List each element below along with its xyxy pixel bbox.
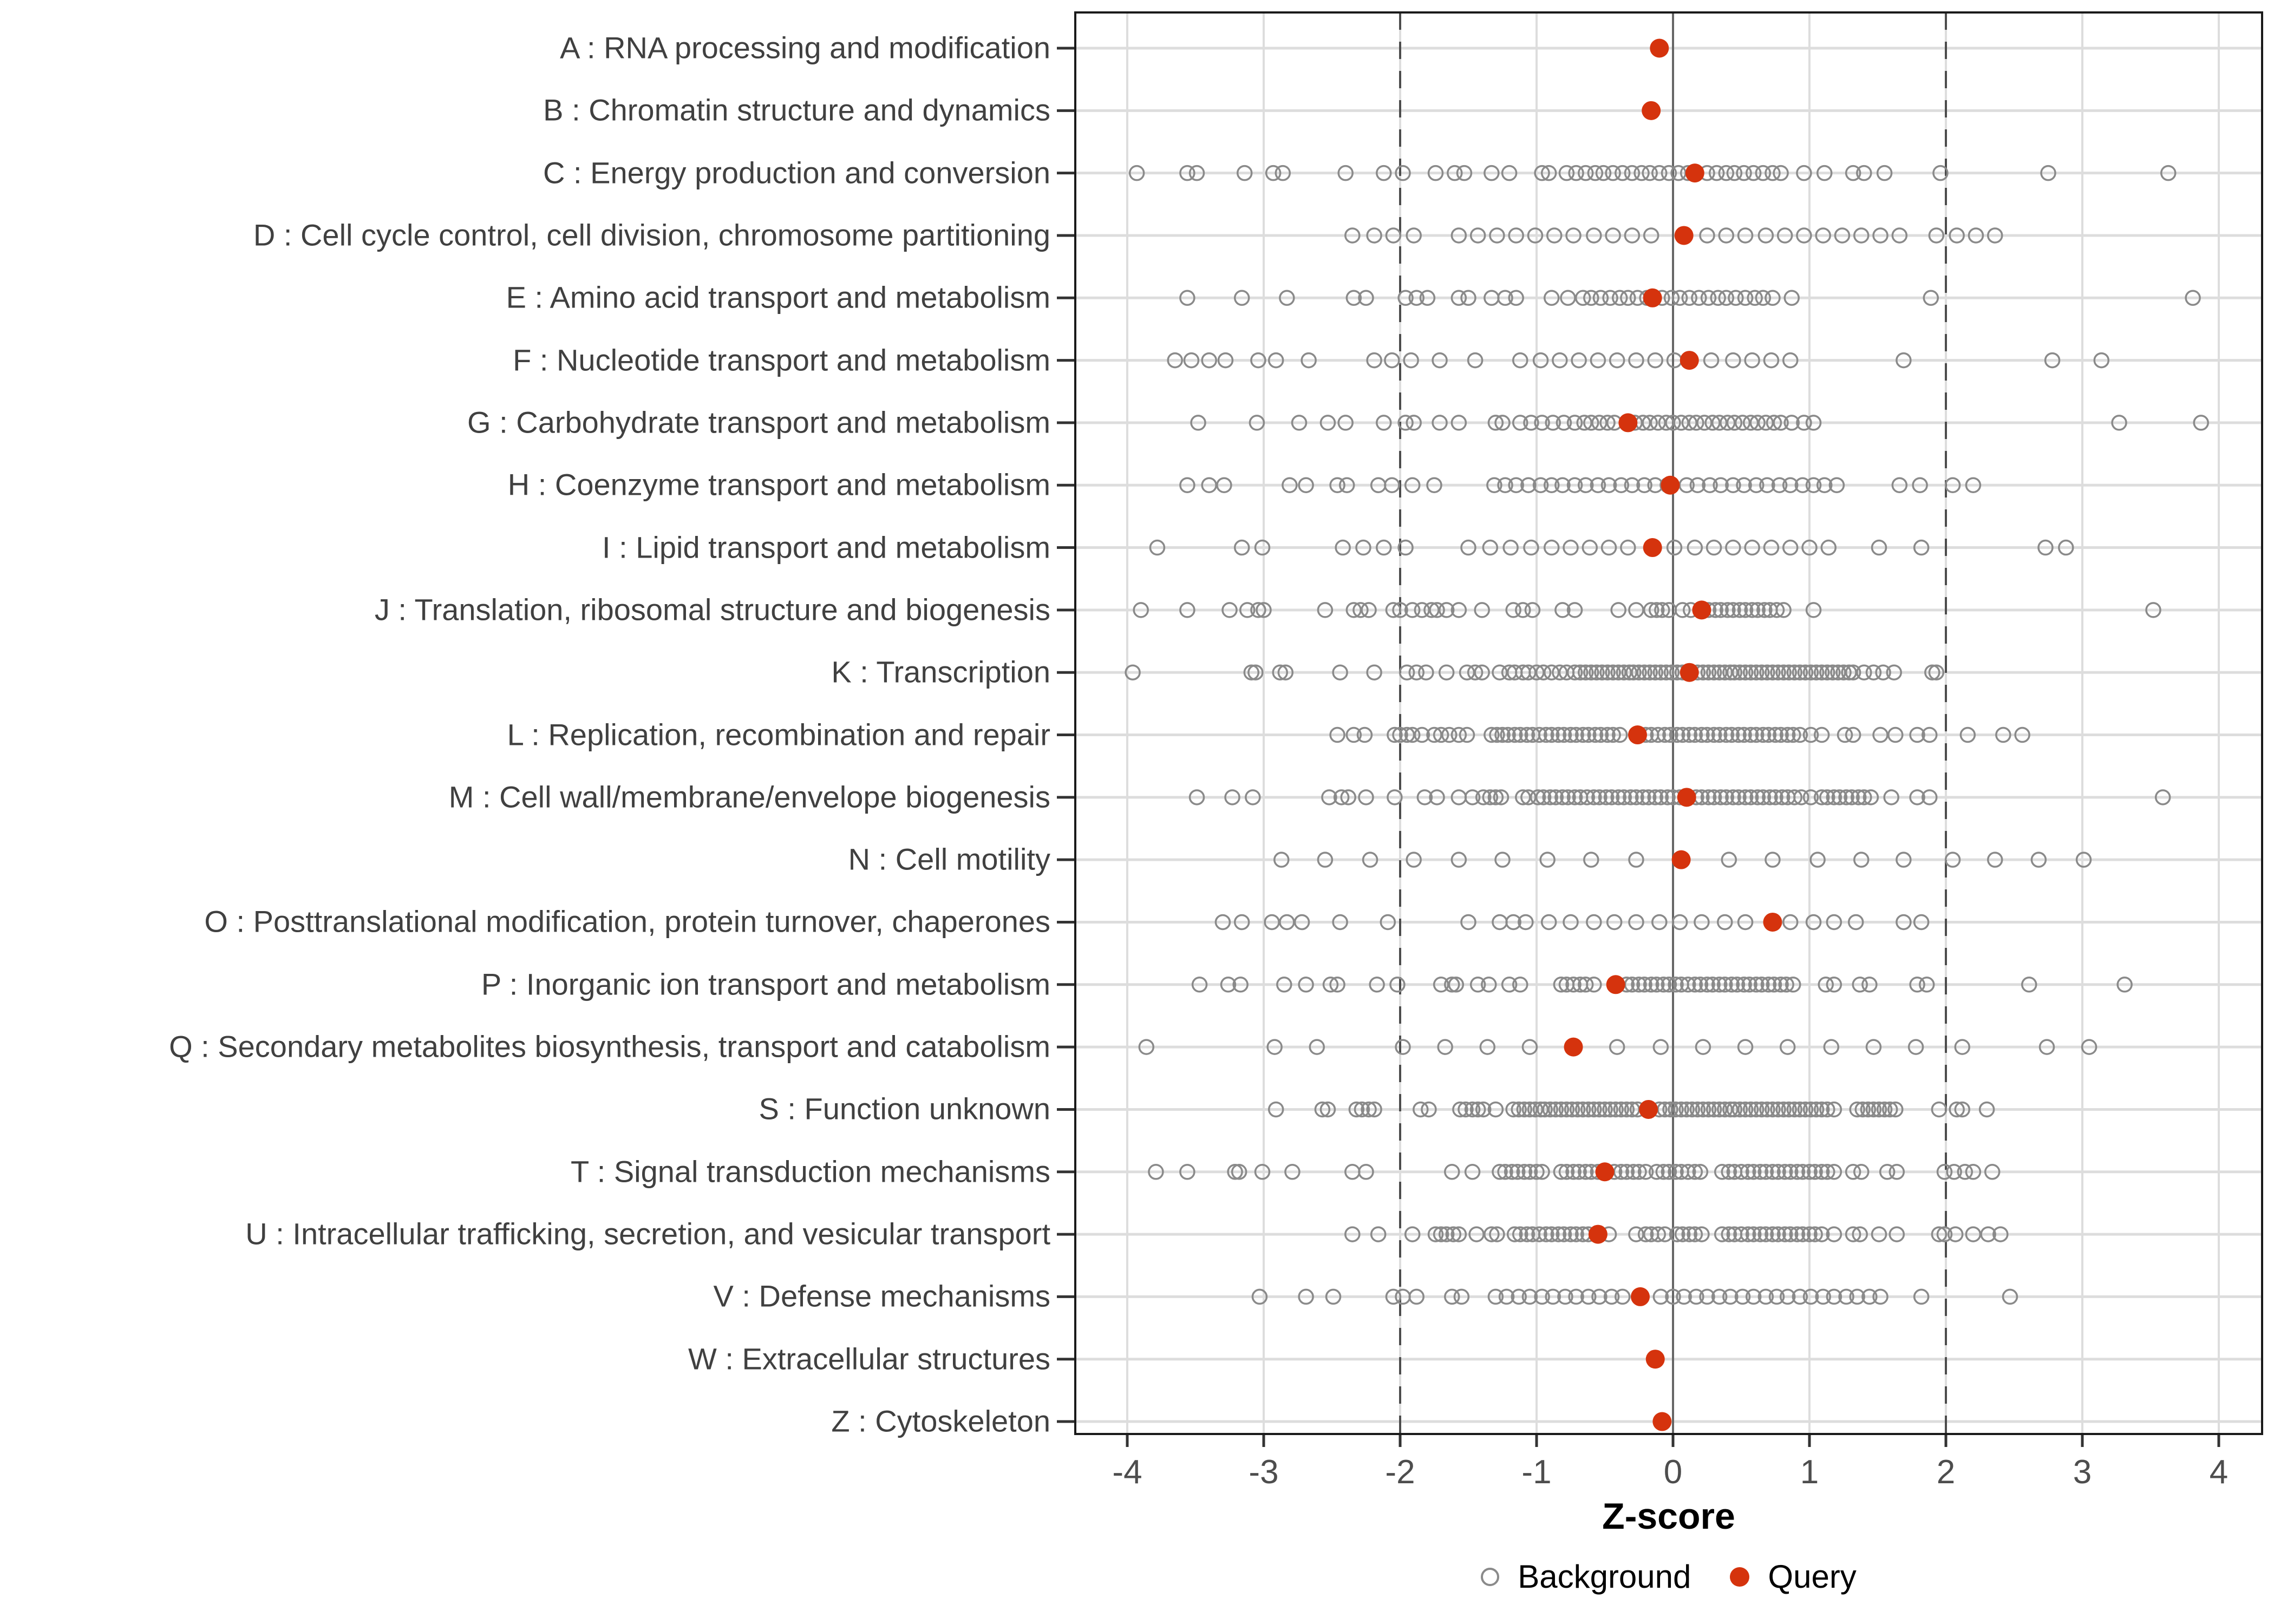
x-tick-label: -2 <box>1385 1453 1415 1491</box>
category-label-E: E : Amino acid transport and metabolism <box>506 280 1050 315</box>
category-label-I: I : Lipid transport and metabolism <box>602 530 1050 565</box>
query-point <box>1672 850 1691 869</box>
query-point <box>1631 1287 1650 1306</box>
query-point <box>1564 1038 1583 1057</box>
category-label-L: L : Replication, recombination and repair <box>507 717 1050 752</box>
query-point <box>1677 788 1696 807</box>
category-label-N: N : Cell motility <box>848 842 1050 876</box>
category-label-Z: Z : Cytoskeleton <box>831 1404 1050 1438</box>
query-point <box>1642 101 1661 120</box>
category-label-P: P : Inorganic ion transport and metabolism <box>481 967 1050 1001</box>
category-label-Q: Q : Secondary metabolites biosynthesis, transport and catabolism <box>169 1029 1050 1064</box>
filled-dot-icon <box>1730 1567 1749 1587</box>
query-point <box>1643 538 1662 557</box>
category-label-D: D : Cell cycle control, cell division, chromosome partitioning <box>253 218 1050 252</box>
query-point <box>1628 725 1647 744</box>
legend-item-query <box>1730 1558 1856 1595</box>
legend <box>1075 1558 2262 1595</box>
legend-label-background: Background <box>1518 1558 1691 1595</box>
category-label-H: H : Coenzyme transport and metabolism <box>507 467 1050 502</box>
query-point <box>1652 1412 1671 1431</box>
x-tick-label: 0 <box>1663 1453 1683 1491</box>
category-label-A: A : RNA processing and modification <box>560 30 1050 65</box>
query-point <box>1680 351 1699 370</box>
query-point <box>1606 975 1625 994</box>
query-point <box>1692 600 1711 619</box>
x-tick-label: -4 <box>1112 1453 1142 1491</box>
x-tick-label: 4 <box>2209 1453 2229 1491</box>
x-tick-label: 3 <box>2073 1453 2092 1491</box>
category-label-C: C : Energy production and conversion <box>543 155 1050 190</box>
x-tick-label: -1 <box>1521 1453 1552 1491</box>
x-axis-title: Z-score <box>1602 1496 1735 1537</box>
query-point <box>1589 1225 1608 1244</box>
category-label-V: V : Defense mechanisms <box>713 1279 1050 1313</box>
category-label-S: S : Function unknown <box>759 1092 1050 1127</box>
x-tick-label: 2 <box>1936 1453 1956 1491</box>
category-label-M: M : Cell wall/membrane/envelope biogenesis <box>448 780 1050 814</box>
panel-border <box>1075 12 2262 1434</box>
category-label-J: J : Translation, ribosomal structure and biogenesis <box>374 592 1050 627</box>
legend-item-background <box>1481 1558 1691 1595</box>
query-point <box>1646 1350 1665 1368</box>
category-label-U: U : Intracellular trafficking, secretion, and vesicular transport <box>245 1216 1050 1251</box>
query-point <box>1596 1162 1615 1181</box>
query-point <box>1763 913 1782 932</box>
category-label-G: G : Carbohydrate transport and metabolism <box>467 405 1050 440</box>
category-label-B: B : Chromatin structure and dynamics <box>543 93 1050 127</box>
query-point <box>1639 1100 1658 1119</box>
category-label-O: O : Posttranslational modification, protein turnover, chaperones <box>204 905 1050 939</box>
x-tick-label: -3 <box>1249 1453 1279 1491</box>
category-label-T: T : Signal transduction mechanisms <box>570 1154 1050 1189</box>
open-circle-icon <box>1481 1568 1499 1586</box>
query-point <box>1675 226 1694 245</box>
category-label-F: F : Nucleotide transport and metabolism <box>513 343 1050 377</box>
query-point <box>1643 289 1662 307</box>
legend-label-query: Query <box>1768 1558 1857 1595</box>
category-label-K: K : Transcription <box>831 654 1050 689</box>
query-point <box>1685 163 1704 182</box>
query-point <box>1661 476 1680 495</box>
category-label-W: W : Extracellular structures <box>688 1341 1050 1376</box>
query-point <box>1650 39 1669 58</box>
query-point <box>1680 663 1699 682</box>
x-tick-label: 1 <box>1800 1453 1819 1491</box>
query-point <box>1618 413 1637 432</box>
